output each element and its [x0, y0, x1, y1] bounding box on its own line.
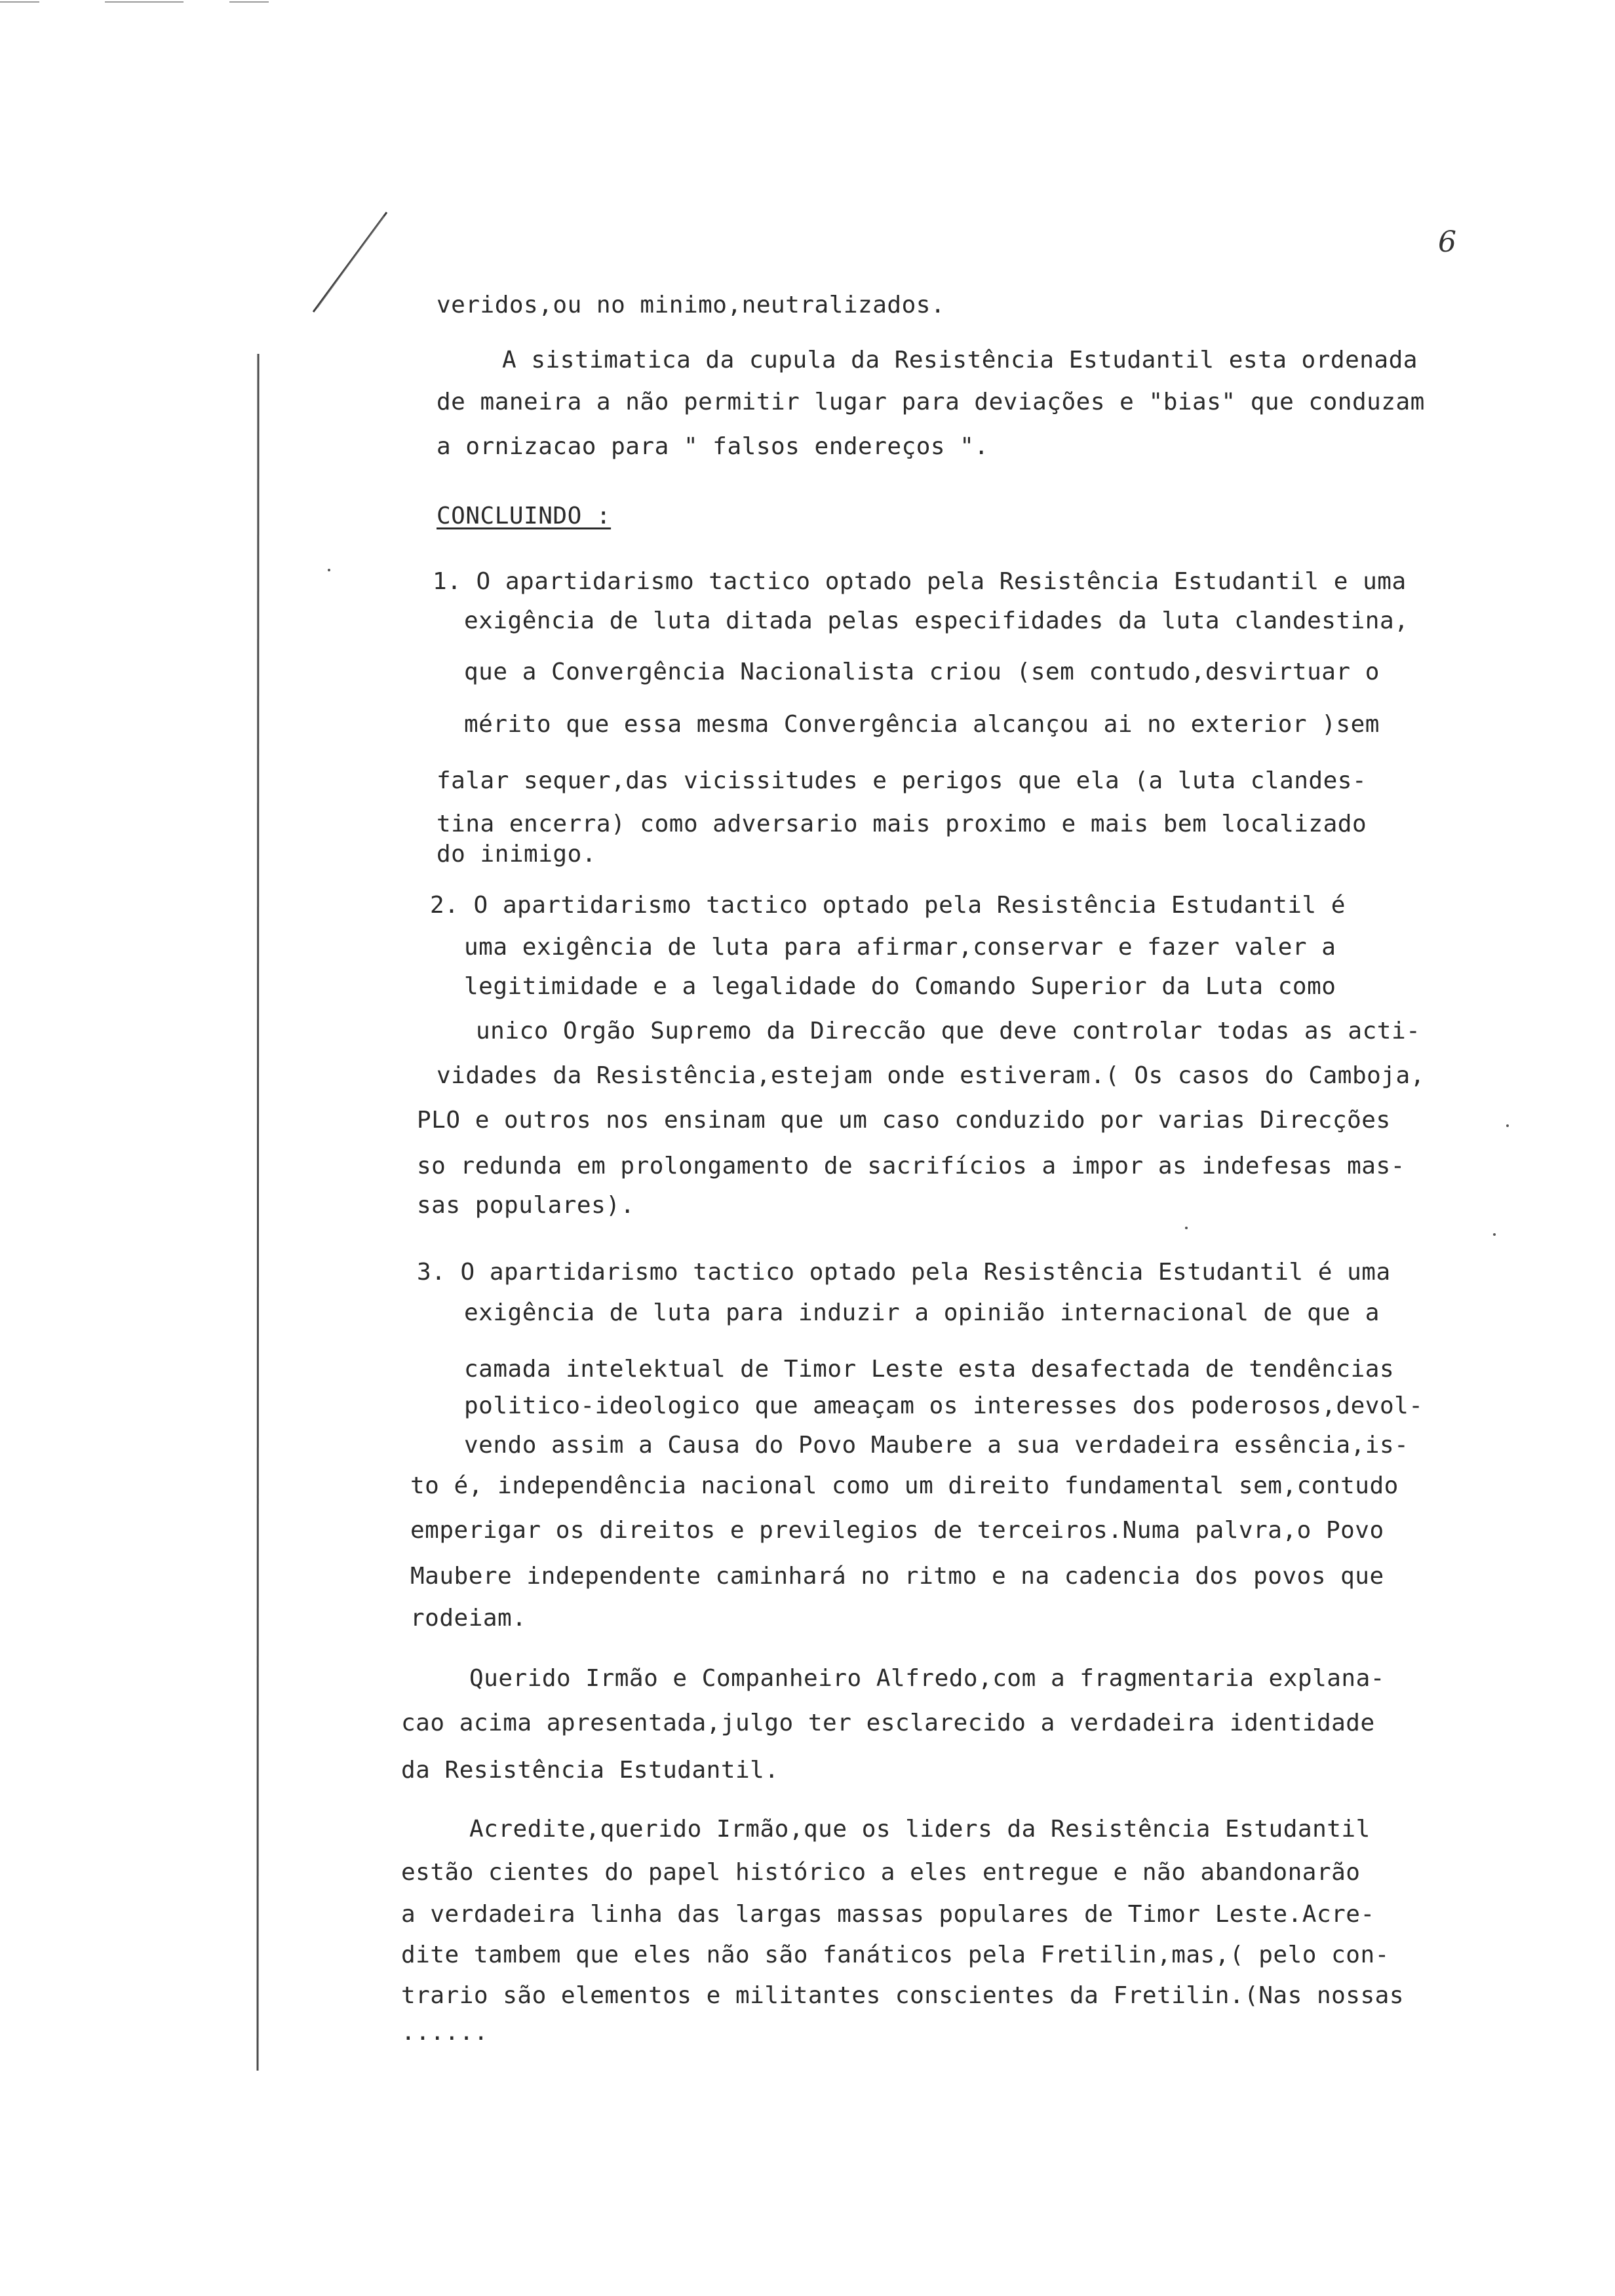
text-line: A sistimatica da cupula da Resistência Estudantil esta ordenada [502, 347, 1418, 373]
text-line: Querido Irmão e Companheiro Alfredo,com a fragmentaria explana- [469, 1665, 1385, 1692]
text-line: Maubere independente caminhará no ritmo e na cadencia dos povos que [410, 1563, 1384, 1590]
text-line: legitimidade e a legalidade do Comando Superior da Luta como [464, 973, 1336, 1000]
text-line: a verdadeira linha das largas massas populares de Timor Leste.Acre- [401, 1901, 1375, 1928]
text-line: veridos,ou no minimo,neutralizados. [437, 292, 946, 318]
text-line: so redunda em prolongamento de sacrifícios a impor as indefesas mas- [417, 1153, 1405, 1179]
text-line: rodeiam. [410, 1605, 527, 1632]
section-heading: CONCLUINDO : [437, 503, 612, 529]
page-number: 6 [1438, 225, 1456, 259]
text-line: tina encerra) como adversario mais proximo e mais bem localizado [437, 811, 1367, 837]
text-line: que a Convergência Nacionalista criou (sem contudo,desvirtuar o [464, 659, 1380, 685]
text-line: vendo assim a Causa do Povo Maubere a sua verdadeira essência,is- [464, 1432, 1409, 1459]
text-line: cao acima apresentada,julgo ter esclarecido a verdadeira identidade [401, 1710, 1375, 1736]
paper-speck [1185, 1227, 1188, 1229]
text-line: sas populares). [417, 1192, 635, 1219]
text-line: camada intelektual de Timor Leste esta desafectada de tendências [464, 1356, 1395, 1383]
text-line: Acredite,querido Irmão,que os liders da Resistência Estudantil [469, 1816, 1371, 1843]
text-line: da Resistência Estudantil. [401, 1757, 779, 1784]
paper-speck [328, 569, 330, 571]
text-line: 1. O apartidarismo tactico optado pela Resistência Estudantil e uma [433, 568, 1407, 595]
text-line: trario são elementos e militantes conscientes da Fretilin.(Nas nossas [401, 1982, 1404, 2009]
margin-pen-stroke [308, 210, 393, 315]
text-line: dite tambem que eles não são fanáticos pela Fretilin,mas,( pelo con- [401, 1942, 1390, 1968]
text-line: estão cientes do papel histórico a eles entregue e não abandonarão [401, 1859, 1361, 1886]
left-binding-rule [254, 354, 262, 2071]
text-line: 3. O apartidarismo tactico optado pela Resistência Estudantil é uma [417, 1259, 1391, 1286]
text-line: de maneira a não permitir lugar para deviações e "bias" que conduzam [437, 389, 1425, 415]
text-line: mérito que essa mesma Convergência alcançou ai no exterior )sem [464, 711, 1380, 738]
text-line: unico Orgão Supremo da Direccão que deve controlar todas as acti- [476, 1018, 1421, 1044]
text-line: emperigar os direitos e previlegios de terceiros.Numa palvra,o Povo [410, 1517, 1384, 1544]
text-line: ...... [401, 2019, 489, 2046]
text-line: to é, independência nacional como um direito fundamental sem,contudo [410, 1472, 1399, 1499]
paper-speck [1506, 1124, 1509, 1127]
text-line: 2. O apartidarismo tactico optado pela Resistência Estudantil é [430, 892, 1346, 919]
text-line: exigência de luta ditada pelas especifidades da luta clandestina, [464, 607, 1409, 634]
text-line: PLO e outros nos ensinam que um caso conduzido por varias Direcções [417, 1107, 1391, 1134]
text-line: uma exigência de luta para afirmar,conservar e fazer valer a [464, 934, 1336, 961]
paper-speck [1493, 1233, 1496, 1236]
text-line: falar sequer,das vicissitudes e perigos que ela (a luta clandes- [437, 767, 1367, 794]
top-edge-marks [0, 0, 275, 5]
text-line: do inimigo. [437, 841, 596, 868]
text-line: exigência de luta para induzir a opinião internacional de que a [464, 1299, 1380, 1326]
text-line: politico-ideologico que ameaçam os interesses dos poderosos,devol- [464, 1392, 1424, 1419]
text-line: vidades da Resistência,estejam onde estiveram.( Os casos do Camboja, [437, 1062, 1425, 1089]
text-line: a ornizacao para " falsos endereços ". [437, 433, 989, 460]
